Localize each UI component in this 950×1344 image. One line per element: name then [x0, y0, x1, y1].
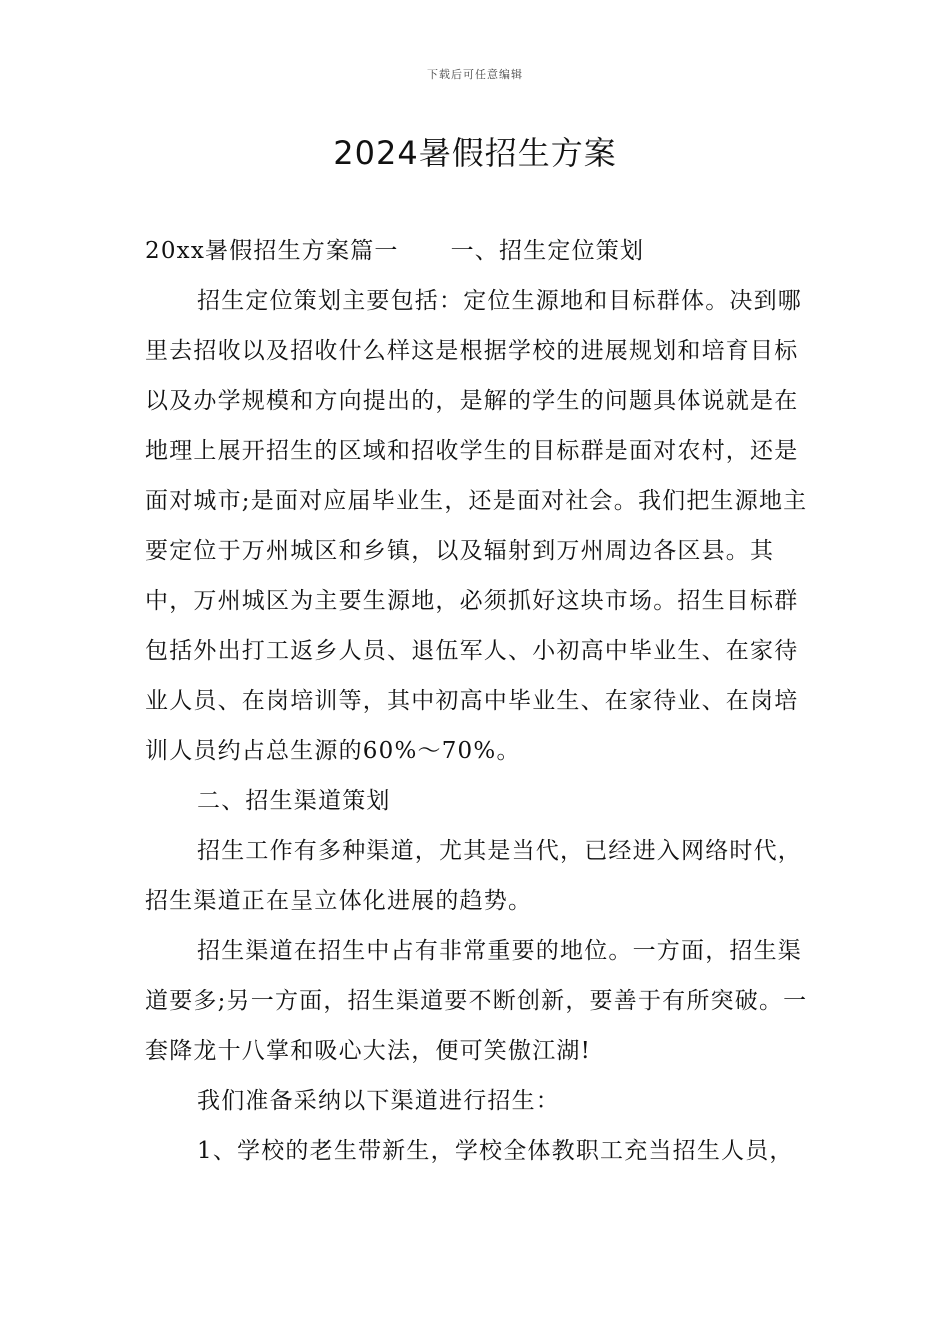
document-body [145, 226, 810, 1176]
paragraph-channels-intro: 招生工作有多种渠道，尤其是当代，已经进入网络时代，招生渠道正在呈立体化进展的趋势。 [145, 838, 802, 914]
header-note: 下载后可任意编辑 [427, 68, 523, 81]
paragraph-item-1: 1、学校的老生带新生，学校全体教职工充当招生人员， [197, 1138, 794, 1164]
document-title: 2024暑假招生方案 [333, 134, 617, 172]
paragraph-channels-importance: 招生渠道在招生中占有非常重要的地位。一方面，招生渠道要多;另一方面，招生渠道要不断创新，要善于有所突破。一套降龙十八掌和吸心大法，便可笑傲江湖! [145, 938, 808, 1064]
paragraph-channels-plan: 我们准备采纳以下渠道进行招生： [197, 1088, 560, 1114]
intro-line [145, 226, 810, 276]
intro-label: 20xx暑假招生方案篇一 [145, 238, 399, 264]
section-heading-1: 一、招生定位策划 [450, 238, 645, 264]
paragraph-positioning: 招生定位策划主要包括：定位生源地和目标群体。决到哪里去招收以及招收什么样这是根据学校的进展规划和培育目标以及办学规模和方向提出的，是解的学生的问题具体说就是在地理上展开招生的区域和招收学生的目标群是面对农村，还是面对城市;是面对应届毕业生，还是面对社会。我们把生源地主要定位于万州城区和乡镇，以及辐射到万州周边各区县。其中，万州城区为主要生源地，必须抓好这块市场。招生目标群包括外出打工返乡人员、退伍军人、小初高中毕业生、在家待业人员、在岗培训等，其中初高中毕业生、在家待业、在岗培训人员约占总生源的60%～70%。 [145, 288, 808, 764]
section-heading-2: 二、招生渠道策划 [197, 788, 391, 814]
